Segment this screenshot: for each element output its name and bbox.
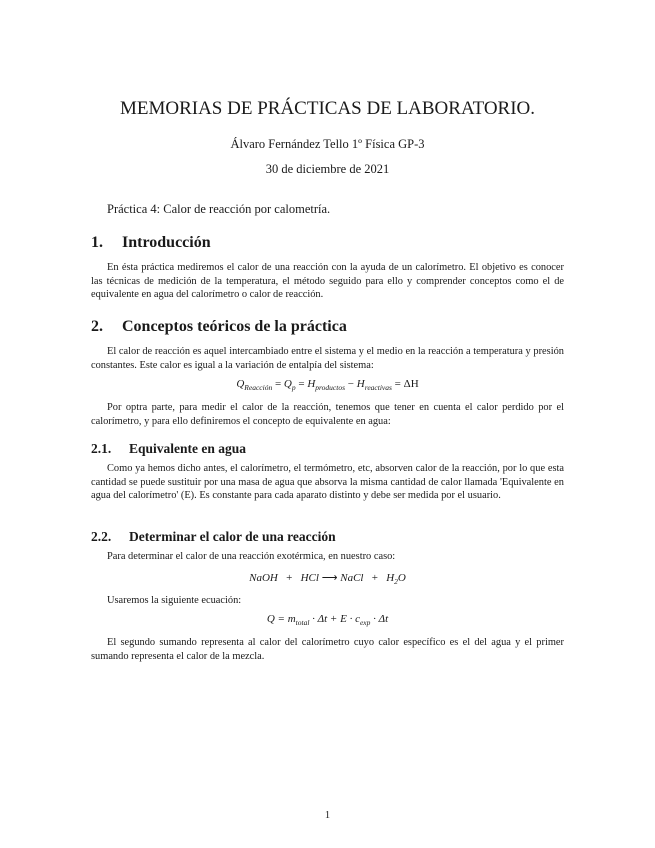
section-title: Introducción	[122, 234, 211, 251]
subsection-title: Equivalente en agua	[129, 441, 247, 456]
section-number: 2.	[91, 318, 103, 335]
enthalpy-equation: $Q_{Reacción} = Q_p = H_{productos} - H_{reactivas} = \Delta H$	[236, 378, 419, 393]
subsection-number: 2.1.	[91, 441, 112, 456]
subsection-title: Determinar el calor de una reacción	[129, 529, 336, 544]
subsection-number: 2.2.	[91, 529, 112, 544]
subsection-heading-determinar	[91, 529, 336, 545]
section-title: Conceptos teóricos de la práctica	[122, 318, 347, 335]
equivalente-paragraph: Como ya hemos dicho antes, el calorímetro, el termómetro, etc, absorven calor de la reacción, por lo que esta cantidad se puede sustituir por una masa de agua que absorva la misma cantidad de calor llamada 'Equivalente en agua del calorímetro' (E). Es constante para cada aparato distinto y debe ser medida por el usuario.	[91, 463, 564, 502]
section-heading-introduccion	[91, 234, 211, 252]
conceptos-paragraph-1: El calor de reacción es aquel intercambiado entre el sistema y el medio en la reacción a temperatura y presión constantes. Este calor es igual a la variación de entalpía del sistema:	[91, 346, 564, 371]
document-title: MEMORIAS DE PRÁCTICAS DE LABORATORIO.	[119, 98, 536, 119]
practice-subtitle: Práctica 4: Calor de reacción por calometría.	[107, 202, 331, 216]
conceptos-paragraph-2: Por optra parte, para medir el calor de la reacción, tenemos que tener en cuenta el calor perdido por el calorímetro, y para ello definiremos el concepto de equivalente en agua:	[91, 402, 564, 427]
date-line: 30 de diciembre de 2021	[265, 162, 390, 176]
page-number: 1	[324, 810, 331, 821]
reaction-equation: NaOH + HCl ⟶ NaCl + $H_2O$	[249, 572, 406, 587]
author-line: Álvaro Fernández Tello 1º Física GP-3	[230, 137, 425, 151]
determinar-paragraph-1: Para determinar el calor de una reacción exotérmica, en nuestro caso:	[107, 551, 396, 562]
heat-equation: $Q = m_{total} \cdot \Delta t + E \cdot c_{exp} \cdot \Delta t$	[266, 613, 389, 628]
subsection-heading-equivalente	[91, 441, 246, 457]
intro-paragraph: En ésta práctica mediremos el calor de una reacción con la ayuda de un calorímetro. El objetivo es conocer las técnicas de medición de la temperatura, el método seguido para ello y comprender conceptos como el de equivalente en agua del calorímetro o calor de reacción.	[91, 262, 564, 301]
determinar-paragraph-3: El segundo sumando representa al calor del calorímetro cuyo calor específico es el del agua y el primer sumando representa el calor de la mezcla.	[91, 637, 564, 662]
section-number: 1.	[91, 234, 103, 251]
determinar-paragraph-2: Usaremos la siguiente ecuación:	[107, 595, 242, 606]
section-heading-conceptos	[91, 318, 347, 336]
